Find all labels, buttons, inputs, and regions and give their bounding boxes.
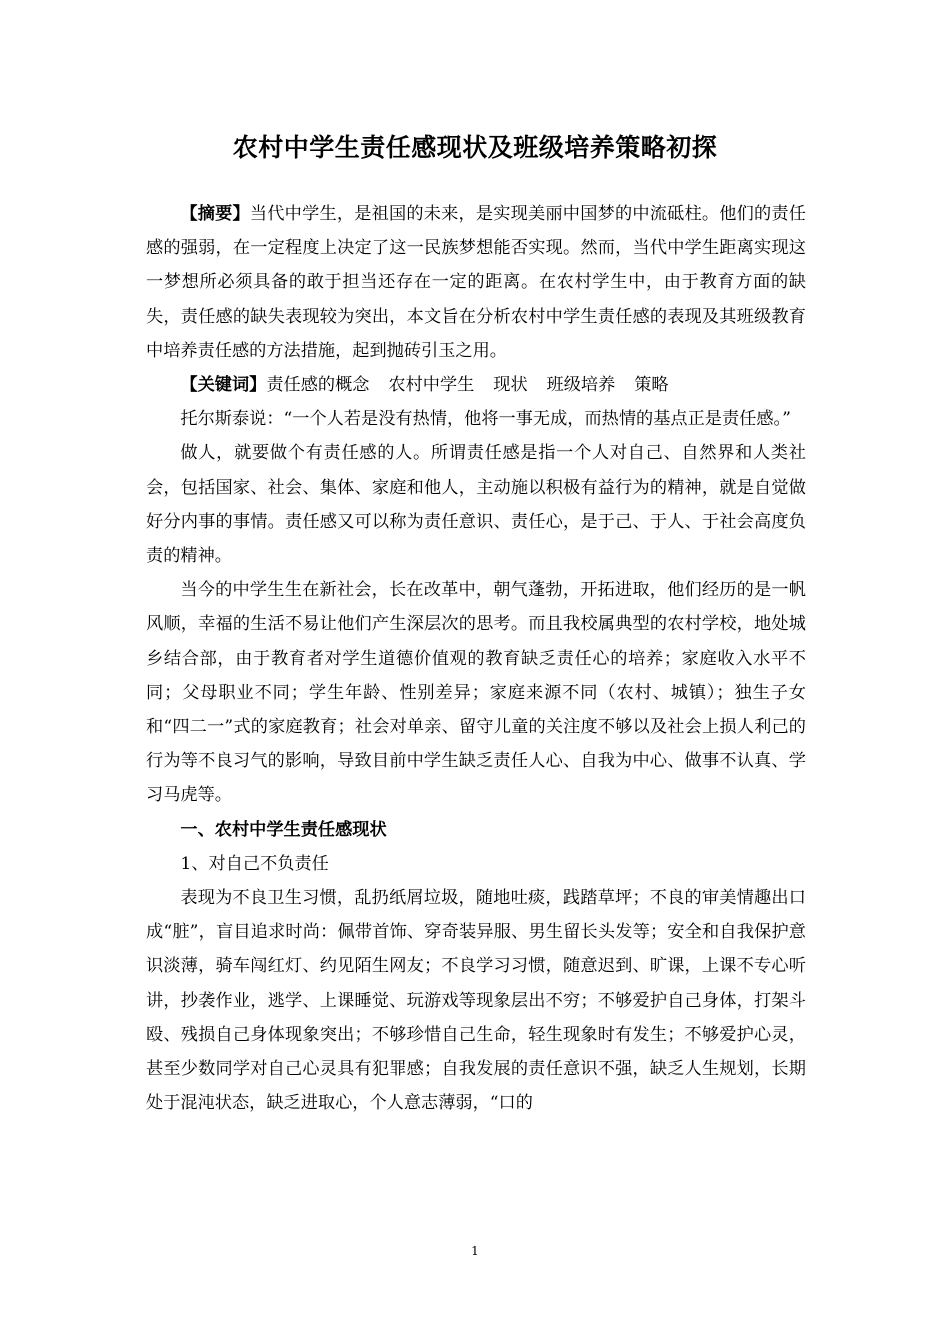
abstract-label: 【摘要】 [180, 204, 250, 224]
document-body [146, 197, 806, 1120]
keywords-label: 【关键词】 [180, 375, 267, 396]
document-title: 农村中学生责任感现状及班级培养策略初探 [232, 133, 718, 162]
keywords-paragraph [146, 368, 806, 402]
keyword-item: 现状 [493, 375, 528, 396]
section-heading: 一、农村中学生责任感现状 [180, 819, 387, 840]
body-paragraph: 托尔斯泰说：“一个人若是没有热情，他将一事无成，而热情的基点正是责任感。” [180, 409, 791, 430]
page-number: 1 [471, 1244, 479, 1258]
keyword-item: 农村中学生 [388, 375, 475, 396]
body-paragraph: 当今的中学生生在新社会，长在改革中，朝气蓬勃，开拓进取，他们经历的是一帆风顺，幸福的生活不易让他们产生深层次的思考。而且我校属典型的农村学校，地处城乡结合部，由于教育者对学生道德价值观的教育缺乏责任心的培养；家庭收入水平不同；父母职业不同；学生年龄、性别差异；家庭来源不同（农村、城镇）；独生子女和“四二一”式的家庭教育；社会对单亲、留守儿童的关注度不够以及社会上损人利己的行为等不良习气的影响，导致目前中学生缺乏责任人心、自我为中心、做事不认真、学习马虎等。 [146, 580, 806, 806]
keyword-item: 责任感的概念 [266, 375, 370, 396]
abstract-text: 当代中学生，是祖国的未来，是实现美丽中国梦的中流砥柱。他们的责任感的强弱，在一定程度上决定了这一民族梦想能否实现。然而，当代中学生距离实现这一梦想所必须具备的敢于担当还存在一定的距离。在农村学生中，由于教育方面的缺失，责任感的缺失表现较为突出，本文旨在分析农村中学生责任感的表现及其班级教育中培养责任感的方法措施，起到抛砖引玉之用。 [146, 204, 806, 361]
body-paragraph: 做人，就要做个有责任感的人。所谓责任感是指一个人对自己、自然界和人类社会，包括国家、社会、集体、家庭和他人，主动施以积极有益行为的精神，就是自觉做好分内事的事情。责任感又可以称为责任意识、责任心，是于己、于人、于社会高度负责的精神。 [146, 443, 806, 567]
abstract-paragraph [146, 197, 806, 368]
subsection-heading: 1、对自己不负责任 [180, 853, 329, 874]
keyword-item: 班级培养 [546, 375, 616, 396]
keyword-item: 策略 [634, 375, 669, 396]
body-paragraph: 表现为不良卫生习惯，乱扔纸屑垃圾，随地吐痰，践踏草坪；不良的审美情趣出口成“脏”，盲目追求时尚：佩带首饰、穿奇装异服、男生留长头发等；安全和自我保护意识淡薄，骑车闯红灯、约见陌生网友；不良学习习惯，随意迟到、旷课，上课不专心听讲，抄袭作业，逃学、上课睡觉、玩游戏等现象层出不穷；不够爱护自己身体，打架斗殴、残损自己身体现象突出；不够珍惜自己生命，轻生现象时有发生；不够爱护心灵，甚至少数同学对自己心灵具有犯罪感；自我发展的责任意识不强，缺乏人生规划，长期处于混沌状态，缺乏进取心，个人意志薄弱，“口的 [146, 888, 806, 1114]
